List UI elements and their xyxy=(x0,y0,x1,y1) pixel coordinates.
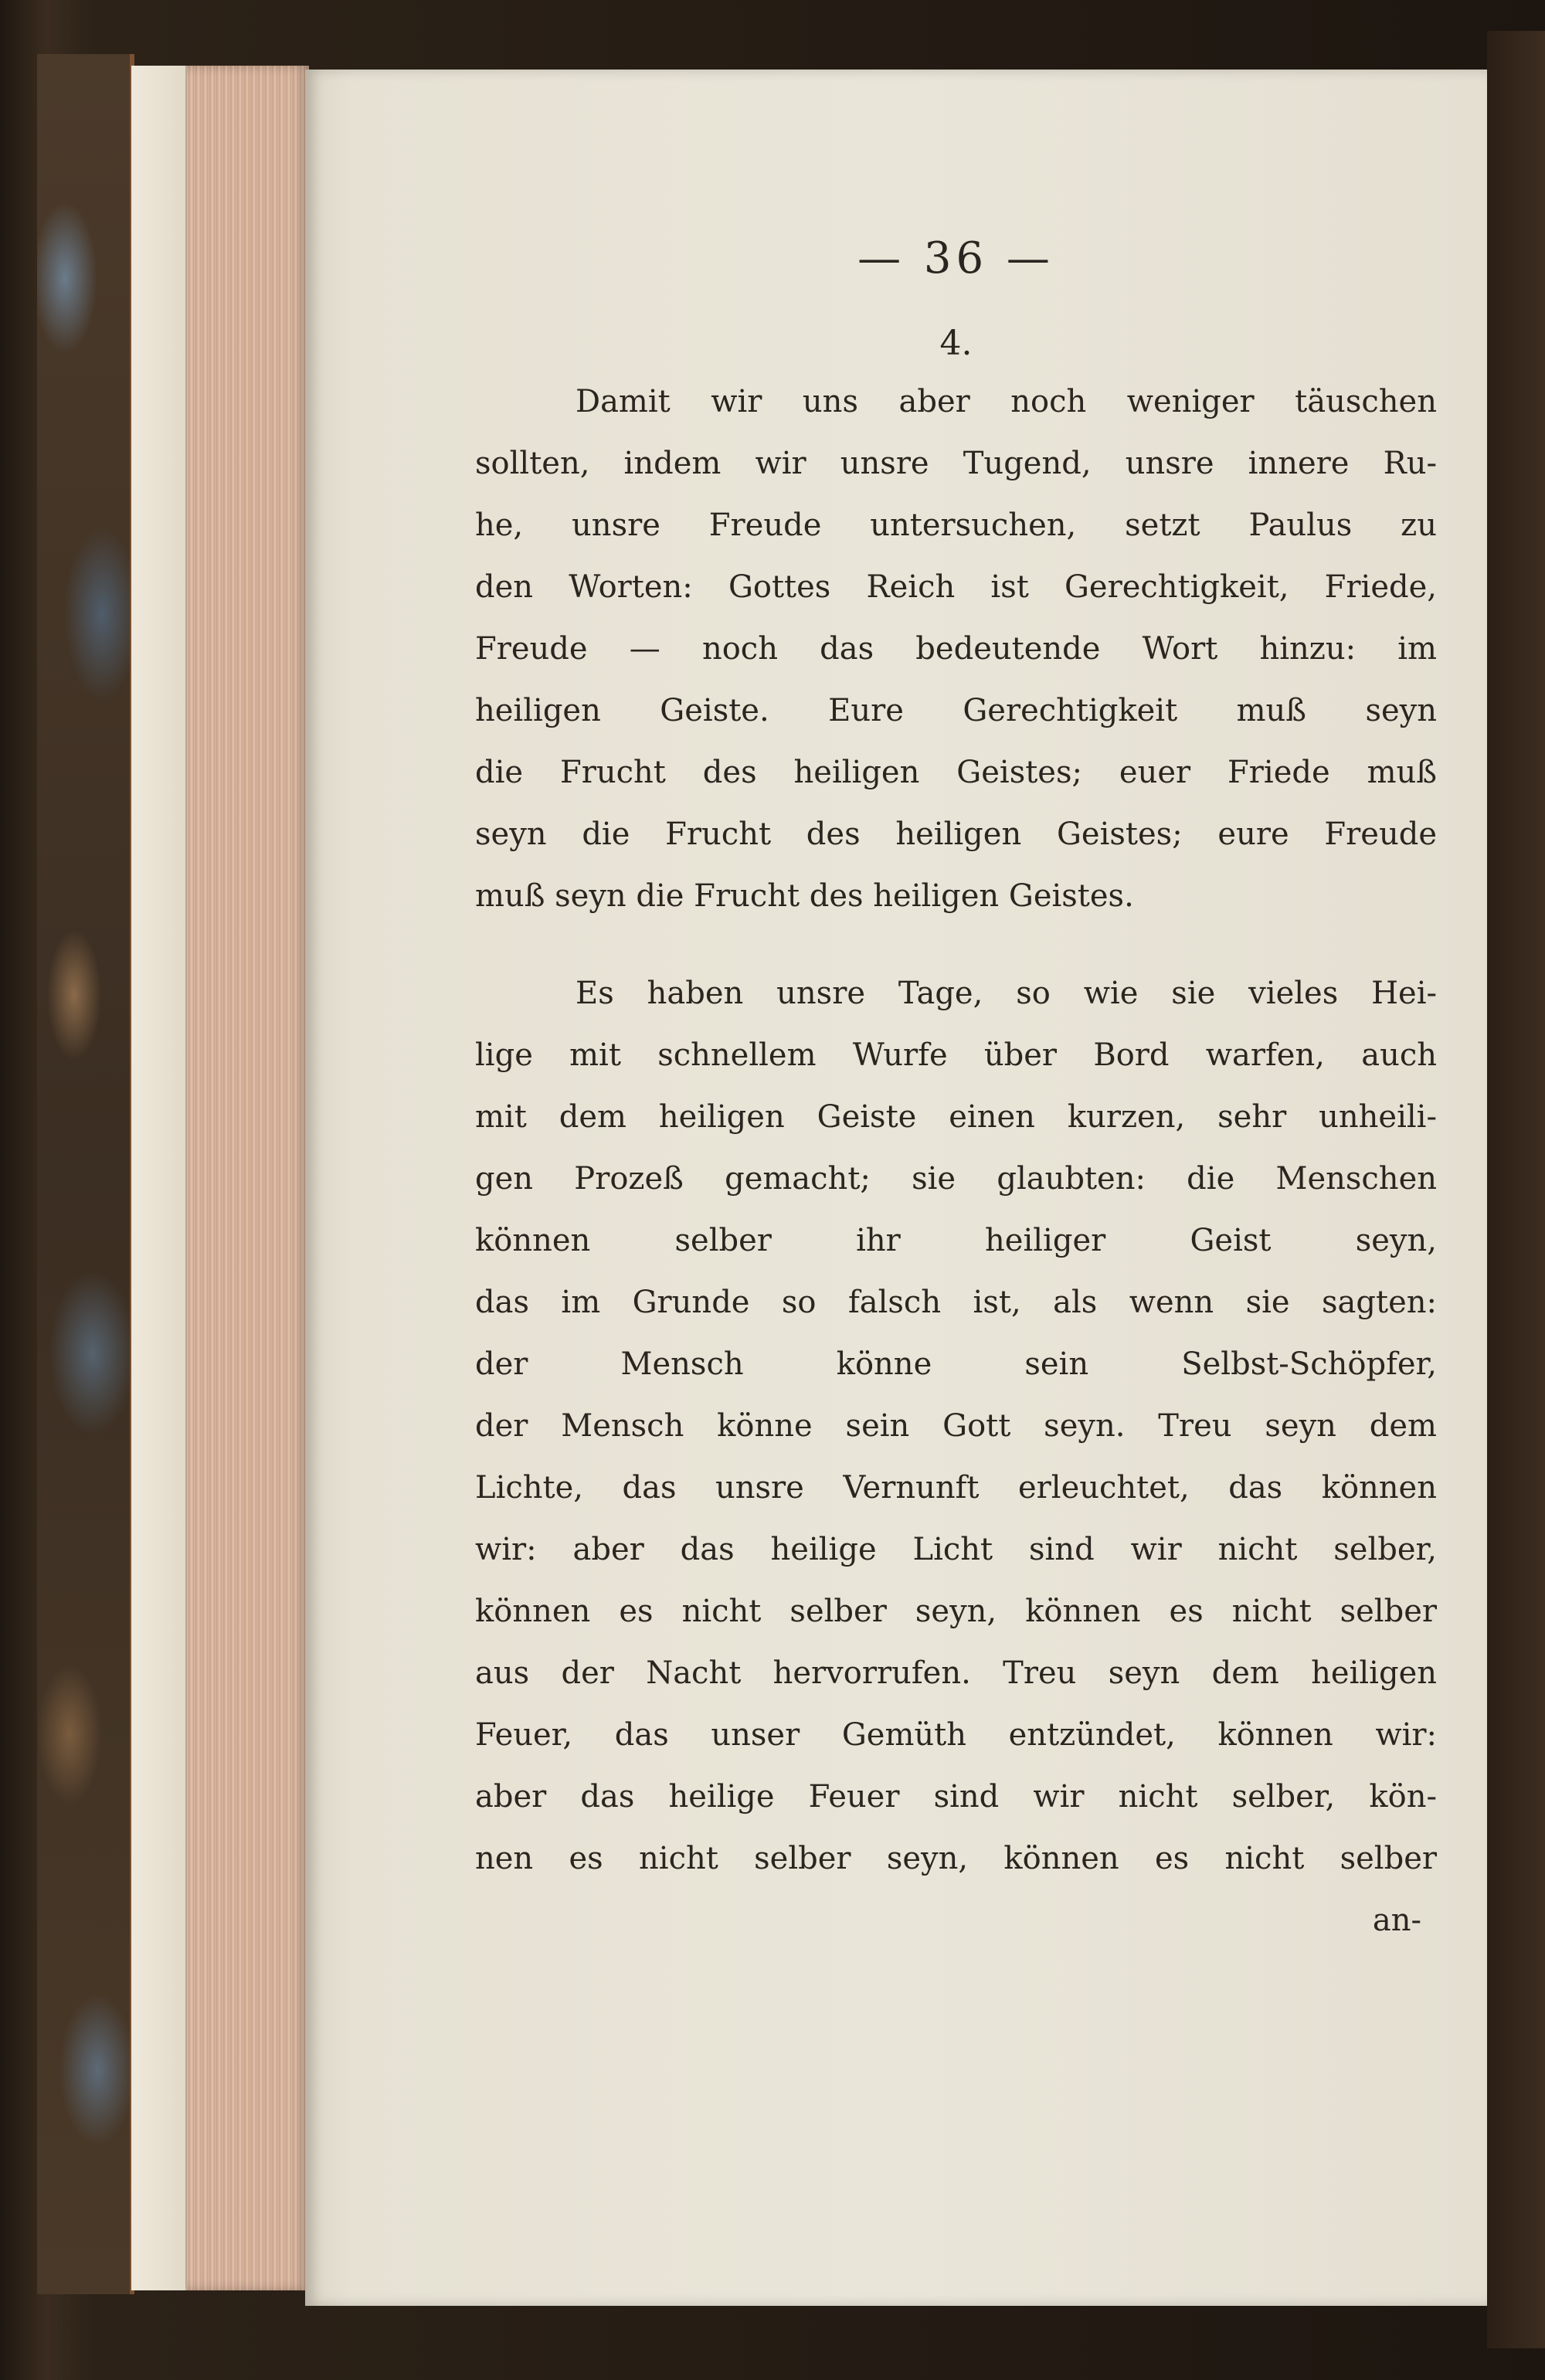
text-line: können es nicht selber seyn, können es nicht selber xyxy=(475,1594,1437,1629)
text-line: lige mit schnellem Wurfe über Bord warfen, auch xyxy=(475,1037,1437,1073)
text-line: aus der Nacht hervorrufen. Treu seyn dem heiligen xyxy=(475,1655,1437,1691)
text-line: der Mensch könne sein Gott seyn. Treu seyn dem xyxy=(475,1408,1437,1444)
text-line: wir: aber das heilige Licht sind wir nicht selber, xyxy=(475,1532,1437,1567)
text-line: können selber ihr heiliger Geist seyn, xyxy=(475,1223,1437,1258)
section-number: 4. xyxy=(939,324,973,363)
marbled-cover xyxy=(37,54,134,2294)
text-line: sollten, indem wir unsre Tugend, unsre innere Ru- xyxy=(475,446,1437,481)
catchword: an- xyxy=(1372,1903,1421,1938)
text-line: Freude — noch das bedeutende Wort hinzu: im xyxy=(475,631,1437,667)
right-cover xyxy=(1487,31,1545,2348)
text-line: Es haben unsre Tage, so wie sie vieles Hei- xyxy=(576,976,1437,1011)
text-line: heiligen Geiste. Eure Gerechtigkeit muß seyn xyxy=(475,693,1437,728)
text-line: mit dem heiligen Geiste einen kurzen, sehr unheili- xyxy=(475,1099,1437,1135)
page-text xyxy=(475,232,1437,1951)
text-line: die Frucht des heiligen Geistes; euer Friede muß xyxy=(475,755,1437,790)
paragraph-2 xyxy=(475,963,1437,1889)
text-line: das im Grunde so falsch ist, als wenn sie sagten: xyxy=(475,1285,1437,1320)
text-line: Feuer, das unser Gemüth entzündet, können wir: xyxy=(475,1717,1437,1753)
text-line: he, unsre Freude untersuchen, setzt Paulus zu xyxy=(475,508,1437,543)
paragraph-gap xyxy=(475,927,1437,963)
text-line: seyn die Frucht des heiligen Geistes; eure Freude xyxy=(475,817,1437,852)
text-line: den Worten: Gottes Reich ist Gerechtigkeit, Friede, xyxy=(475,569,1437,605)
text-line: der Mensch könne sein Selbst-Schöpfer, xyxy=(475,1346,1437,1382)
paragraph-1 xyxy=(475,371,1437,927)
text-line: muß seyn die Frucht des heiligen Geistes. xyxy=(475,878,1134,914)
text-line: Damit wir uns aber noch weniger täuschen xyxy=(576,384,1437,419)
book-page xyxy=(305,70,1487,2306)
text-line: aber das heilige Feuer sind wir nicht selber, kön- xyxy=(475,1779,1437,1815)
text-line: nen es nicht selber seyn, können es nicht selber xyxy=(475,1841,1437,1876)
page-number: — 36 — xyxy=(857,233,1054,283)
page-edges xyxy=(131,66,309,2290)
text-line: Lichte, das unsre Vernunft erleuchtet, das können xyxy=(475,1470,1437,1506)
text-line: gen Prozeß gemacht; sie glaubten: die Menschen xyxy=(475,1161,1437,1197)
